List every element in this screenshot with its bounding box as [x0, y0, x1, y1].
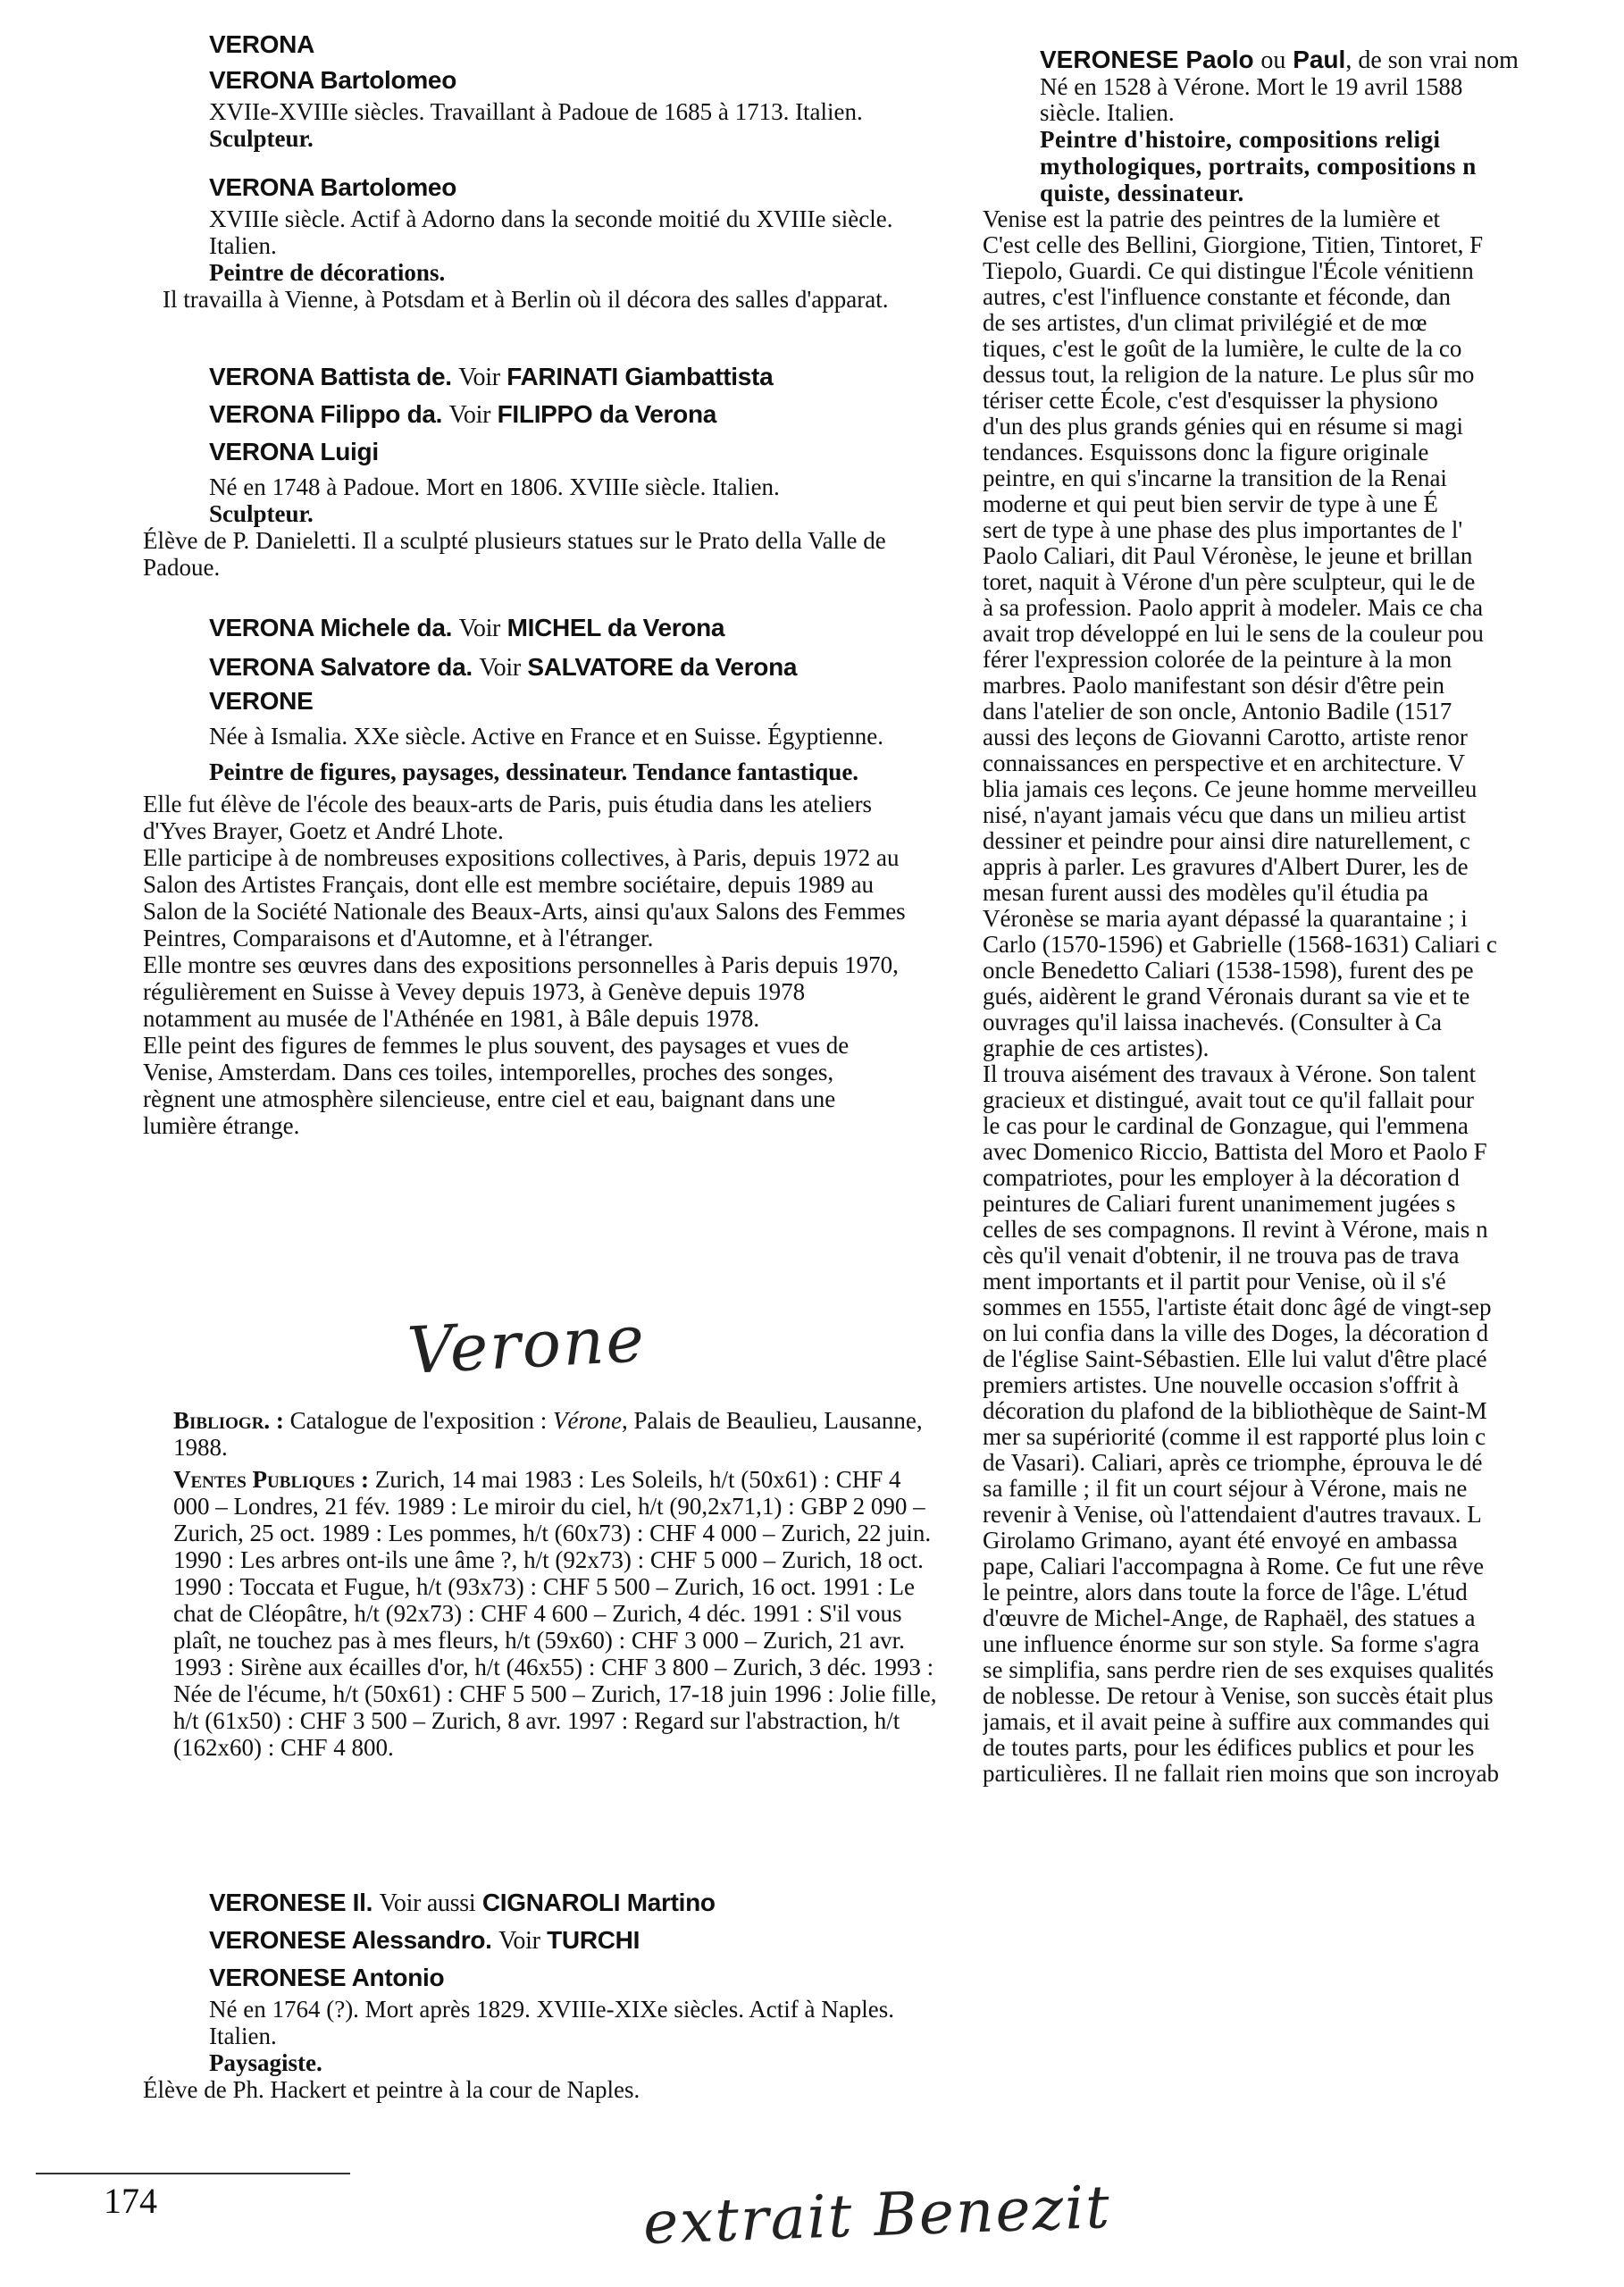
- paolo-body-line: gracieux et distingué, avait tout ce qu'il fallait pour: [983, 1086, 1474, 1113]
- entry-name: VERONA Bartolomeo: [209, 66, 457, 94]
- entry-dates-1: Né en 1528 à Vérone. Mort le 19 avril 1588: [1040, 73, 1463, 100]
- bibliogr-text-after: , Palais de Beaulieu, Lausanne, 1988.: [173, 1407, 923, 1461]
- ref-verona-salvatore: VERONA Salvatore da. Voir SALVATORE da Verona: [209, 653, 798, 682]
- right-column: [983, 0, 1624, 2162]
- ref-voir: Voir: [498, 1927, 540, 1955]
- paolo-body-line: de toutes parts, pour les édifices publics et pour les: [983, 1734, 1475, 1761]
- entry-bio: Élève de P. Danieletti. Il a sculpté plusieurs statues sur le Prato della Valle de Padoue.: [143, 527, 886, 581]
- paolo-body-line: décoration du plafond de la bibliothèque de Saint-M: [983, 1397, 1487, 1424]
- paolo-body-line: se simplifia, sans perdre rien de ses exquises qualités: [983, 1656, 1494, 1683]
- paolo-body-line: gués, aidèrent le grand Véronais durant sa vie et te: [983, 983, 1470, 1009]
- paolo-body-line: Girolamo Grimano, ayant été envoyé en ambassa: [983, 1527, 1458, 1554]
- footer-rule: [36, 2173, 350, 2174]
- entry-bio: Élève de Ph. Hackert et peintre à la cour de Naples.: [143, 2076, 640, 2103]
- entry-specialty: Sculpteur.: [209, 500, 314, 527]
- ref-voir: Voir aussi: [379, 1889, 476, 1917]
- entry-name: VERONE: [209, 687, 314, 715]
- entry-verona-bartolomeo-2: [143, 170, 929, 313]
- entry-bio: Il travailla à Vienne, à Potsdam et à Berlin où il décora des salles d'apparat.: [163, 286, 889, 313]
- entry-verona-luigi: [143, 434, 929, 581]
- entry-specialty: Sculpteur.: [209, 125, 314, 152]
- ref-verona-filippo: VERONA Filippo da. Voir FILIPPO da Verona: [209, 400, 717, 429]
- paolo-body-line: Il trouva aisément des travaux à Vérone. Son talent: [983, 1060, 1477, 1087]
- paolo-body-line: graphie de ces artistes).: [983, 1035, 1210, 1061]
- paolo-body-line: cès qu'il venait d'obtenir, il ne trouva pas de trava: [983, 1242, 1460, 1269]
- entry-verona-bartolomeo-1: [143, 63, 929, 152]
- ref-name: VERONA Filippo da: [209, 400, 436, 428]
- entry-name: VERONESE Paolo ou Paul, de son vrai nom: [1040, 46, 1519, 74]
- paolo-body-line: appris à parler. Les gravures d'Albert Durer, les de: [983, 853, 1469, 880]
- verone-paragraph-1: Elle fut élève de l'école des beaux-arts de Paris, puis étudia dans les ateliers d'Yves Brayer, Goetz et André Lhote.: [143, 791, 873, 844]
- paolo-body-line: celles de ses compagnons. Il revint à Vérone, mais n: [983, 1216, 1488, 1243]
- paolo-body-line: d'œuvre de Michel-Ange, de Raphaël, des statues a: [983, 1604, 1476, 1631]
- paolo-body-line: de noblesse. De retour à Venise, son succès était plus: [983, 1682, 1494, 1709]
- ventes-text: Zurich, 14 mai 1983 : Les Soleils, h/t (50x61) : CHF 4 000 – Londres, 21 fév. 1989 : Le miroir du ciel, h/t (90,2x71,1) : GBP 2 090 – Zurich, 25 oct. 1989 : Les pommes, h/t (60x73) : CHF 4 000 – Zurich, 22 juin. 1990 : Les arbres ont-ils une âme ?, h/t (92x73) : CHF 5 000 – Zurich, 18 oct. 1990 : Toccata et Fugue, h/t (93x73) : CHF 5 500 – Zurich, 16 oct. 1991 : Le chat de Cléopâtre, h/t (92x73) : CHF 4 600 – Zurich, 4 déc. 1991 : S'il vous plaît, ne touchez pas à mes fleurs, h/t (59x60) : CHF 3 000 – Zurich, 21 avr. 1993 : Sirène aux écailles d'or, h/t (46x55) : CHF 3 800 – Zurich, 3 déc. 1993 : Née de l'écume, h/t (50x61) : CHF 5 500 – Zurich, 17-18 juin 1996 : Jolie fille, h/t (61x50) : CHF 3 500 – Zurich, 8 avr. 1997 : Regard sur l'abstraction, h/t (162x60) : CHF 4 800.: [173, 1466, 937, 1761]
- paolo-body-line: marbres. Paolo manifestant son désir d'être pein: [983, 672, 1444, 699]
- verone-paragraph-2: Elle participe à de nombreuses expositions collectives, à Paris, depuis 1972 au Salon des Artistes Français, dont elle est membre sociétaire, depuis 1989 au Salon de la Société Nationale des Beaux-Arts, ainsi qu'aux Salons des Femmes Peintres, Comparaisons et d'Automne, et à l'étranger.: [143, 844, 906, 951]
- ref-target: SALVATORE da Verona: [527, 653, 798, 681]
- ref-target: TURCHI: [547, 1926, 640, 1954]
- paolo-body-line: jamais, et il avait peine à suffire aux commandes qui: [983, 1708, 1490, 1735]
- ref-target: FILIPPO da Verona: [497, 400, 717, 428]
- paolo-body-line: Véronèse se maria ayant dépassé la quarantaine ; i: [983, 905, 1468, 932]
- paolo-body-line: de Vasari). Caliari, après ce triomphe, éprouva le dé: [983, 1449, 1483, 1476]
- paolo-body-line: Paolo Caliari, dit Paul Véronèse, le jeune et brillan: [983, 542, 1473, 569]
- paolo-body-text: [983, 206, 1624, 1787]
- entry-specialty-3: quiste, dessinateur.: [1040, 180, 1244, 206]
- paolo-body-line: connaissances en perspective et en architecture. V: [983, 750, 1465, 776]
- verone-paragraph-4: Elle peint des figures de femmes le plus souvent, des paysages et vues de Venise, Amsterdam. Dans ces toiles, intemporelles, proches des songes, règnent une atmosphère silencieuse, entre ciel et eau, baignant dans une lumière étrange.: [143, 1032, 850, 1139]
- paolo-body-line: aussi des leçons de Giovanni Carotto, artiste renor: [983, 724, 1468, 750]
- bibliogr-text-before: Catalogue de l'exposition :: [289, 1407, 553, 1434]
- paolo-body-line: compatriotes, pour les employer à la décoration d: [983, 1164, 1460, 1191]
- paolo-body-line: pape, Caliari l'accompagna à Rome. Ce fut une rêve: [983, 1553, 1485, 1579]
- paolo-body-line: oncle Benedetto Caliari (1538-1598), furent des pe: [983, 957, 1474, 984]
- paolo-body-line: peintre, en qui s'incarne la transition de la Renai: [983, 465, 1447, 491]
- ref-voir: Voir: [458, 615, 501, 642]
- paolo-body-line: nisé, n'ayant jamais vécu que dans un milieu artist: [983, 801, 1466, 828]
- paolo-body-line: tendances. Esquissons donc la figure originale: [983, 439, 1429, 465]
- entry-name: VERONA Luigi: [209, 438, 379, 465]
- entry-veronese-antonio: [143, 1960, 929, 2103]
- ref-target: CIGNAROLI Martino: [481, 1889, 716, 1916]
- entry-dates: Né en 1764 (?). Mort après 1829. XVIIIe-XIXe siècles. Actif à Naples. Italien.: [209, 1996, 894, 2049]
- paolo-body-line: sa famille ; il fit un court séjour à Vérone, mais ne: [983, 1475, 1468, 1502]
- entry-specialty: Paysagiste.: [209, 2049, 322, 2076]
- entry-specialty-1: Peintre d'histoire, compositions religi: [1040, 126, 1441, 153]
- ref-voir: Voir: [479, 654, 521, 682]
- paolo-body-line: premiers artistes. Une nouvelle occasion s'offrit à: [983, 1371, 1459, 1398]
- entry-veronese-paolo: [983, 46, 1624, 1787]
- verone-paragraph-3: Elle montre ses œuvres dans des expositions personnelles à Paris depuis 1970, régulièrement en Suisse à Vevey depuis 1973, à Genève depuis 1978 notamment au musée de l'Athénée en 1981, à Bâle depuis 1978.: [143, 951, 899, 1032]
- paolo-body-line: de l'église Saint-Sébastien. Elle lui valut d'être placé: [983, 1345, 1487, 1372]
- paolo-body-line: le peintre, alors dans toute la force de l'âge. L'étud: [983, 1579, 1468, 1605]
- paolo-body-line: avait trop développé en lui le sens de la couleur pou: [983, 620, 1484, 647]
- paolo-body-line: on lui confia dans la ville des Doges, la décoration d: [983, 1319, 1489, 1346]
- entry-dates: Née à Ismalia. XXe siècle. Active en France et en Suisse. Égyptienne.: [209, 723, 883, 750]
- ref-name: VERONESE Alessandro: [209, 1926, 486, 1954]
- paolo-body-line: mer sa supériorité (comme il est rapporté plus loin c: [983, 1423, 1486, 1450]
- paolo-body-line: dessus tout, la religion de la nature. Le plus sûr mo: [983, 361, 1475, 388]
- paolo-body-line: le cas pour le cardinal de Gonzague, qui l'emmena: [983, 1112, 1469, 1139]
- paolo-body-line: de ses artistes, d'un climat privilégié et de mœ: [983, 309, 1427, 336]
- paolo-body-line: sert de type à une phase des plus importantes de l': [983, 516, 1463, 543]
- bibliography: [143, 1407, 937, 1761]
- entry-dates-2: siècle. Italien.: [1040, 99, 1175, 126]
- paolo-body-line: autres, c'est l'influence constante et féconde, dan: [983, 283, 1451, 310]
- paolo-body-line: toret, naquit à Vérone d'un père sculpteur, qui le de: [983, 568, 1476, 595]
- paolo-body-line: dans l'atelier de son oncle, Antonio Badile (1517: [983, 698, 1452, 725]
- paolo-body-line: d'un des plus grands génies qui en résume si magi: [983, 413, 1464, 440]
- ventes-label: Ventes Publiques :: [173, 1466, 369, 1493]
- ref-verona-michele: VERONA Michele da. Voir MICHEL da Verona: [209, 614, 725, 642]
- ref-name: VERONESE Il: [209, 1889, 366, 1916]
- paolo-body-line: Tiepolo, Guardi. Ce qui distingue l'École vénitienn: [983, 257, 1474, 284]
- paolo-body-line: peintures de Caliari furent unanimement jugées s: [983, 1190, 1456, 1217]
- paolo-body-line: dessiner et peindre pour ainsi dire naturellement, c: [983, 827, 1470, 854]
- paolo-body-line: mesan furent aussi des modèles qu'il étudia pa: [983, 879, 1428, 906]
- paolo-body-line: C'est celle des Bellini, Giorgione, Titien, Tintoret, F: [983, 231, 1484, 258]
- entry-verone: [143, 683, 929, 1139]
- ref-verona-battista: VERONA Battista de. Voir FARINATI Giambattista: [209, 363, 774, 391]
- paolo-body-line: à sa profession. Paolo apprit à modeler. Mais ce cha: [983, 594, 1484, 621]
- ref-voir: Voir: [458, 364, 500, 391]
- ref-voir: Voir: [448, 401, 491, 429]
- entry-name: VERONA Bartolomeo: [209, 173, 457, 201]
- bibliogr-label: Bibliogr. :: [173, 1407, 284, 1434]
- paolo-body-line: ouvrages qu'il laissa inachevés. (Consulter à Ca: [983, 1009, 1442, 1035]
- ref-name: VERONA Michele da: [209, 614, 446, 641]
- handwritten-note: extrait Benezit: [641, 2172, 1113, 2258]
- entry-dates: XVIIIe siècle. Actif à Adorno dans la seconde moitié du XVIIIe siècle. Italien.: [209, 205, 893, 259]
- top-heading: [143, 27, 929, 63]
- paolo-body-line: ment importants et il partit pour Venise, où il s'é: [983, 1268, 1446, 1294]
- paolo-body-line: Venise est la patrie des peintres de la lumière et: [983, 205, 1441, 232]
- paolo-body-line: particulières. Il ne fallait rien moins que son incroyab: [983, 1760, 1500, 1787]
- ref-veronese-il: VERONESE Il. Voir aussi CIGNAROLI Martino: [209, 1889, 716, 1917]
- paolo-body-line: moderne et qui peut bien servir de type à une É: [983, 490, 1438, 517]
- entry-dates: Né en 1748 à Padoue. Mort en 1806. XVIIIe siècle. Italien.: [209, 473, 780, 500]
- entry-dates: XVIIe-XVIIIe siècles. Travaillant à Padoue de 1685 à 1713. Italien.: [209, 98, 863, 125]
- ref-name: VERONA Battista de: [209, 363, 446, 390]
- entry-specialty: Peintre de décorations.: [209, 259, 446, 286]
- paolo-body-line: tériser cette École, c'est d'esquisser la physiono: [983, 387, 1438, 414]
- ref-name: VERONA Salvatore da: [209, 653, 466, 681]
- bibliogr-title: Vérone: [552, 1407, 622, 1434]
- ref-target: FARINATI Giambattista: [506, 363, 774, 390]
- paolo-body-line: tiques, c'est le goût de la lumière, le culte de la co: [983, 335, 1462, 362]
- paolo-body-line: férer l'expression colorée de la peinture à la mon: [983, 646, 1452, 673]
- cropped-header-fragment: [500, 9, 920, 23]
- paolo-body-line: sommes en 1555, l'artiste était donc âgé de vingt-sep: [983, 1294, 1492, 1320]
- handwritten-signature: Verone: [405, 1301, 648, 1388]
- ref-target: MICHEL da Verona: [506, 614, 725, 641]
- top-heading-text: VERONA: [209, 30, 314, 58]
- paolo-body-line: blia jamais ces leçons. Ce jeune homme merveilleu: [983, 775, 1478, 802]
- page-number: 174: [104, 2181, 157, 2221]
- entry-specialty: Peintre de figures, paysages, dessinateur. Tendance fantastique.: [209, 758, 859, 785]
- entry-name: VERONESE Antonio: [209, 1964, 445, 1991]
- paolo-body-line: Carlo (1570-1596) et Gabrielle (1568-1631) Caliari c: [983, 931, 1497, 958]
- paolo-body-line: avec Domenico Riccio, Battista del Moro et Paolo F: [983, 1138, 1487, 1165]
- paolo-body-line: revenir à Venise, où l'attendaient d'autres travaux. L: [983, 1501, 1482, 1528]
- ref-veronese-alessandro: VERONESE Alessandro. Voir TURCHI: [209, 1926, 640, 1955]
- paolo-body-line: une influence énorme sur son style. Sa forme s'agra: [983, 1630, 1479, 1657]
- entry-specialty-2: mythologiques, portraits, compositions n: [1040, 153, 1477, 180]
